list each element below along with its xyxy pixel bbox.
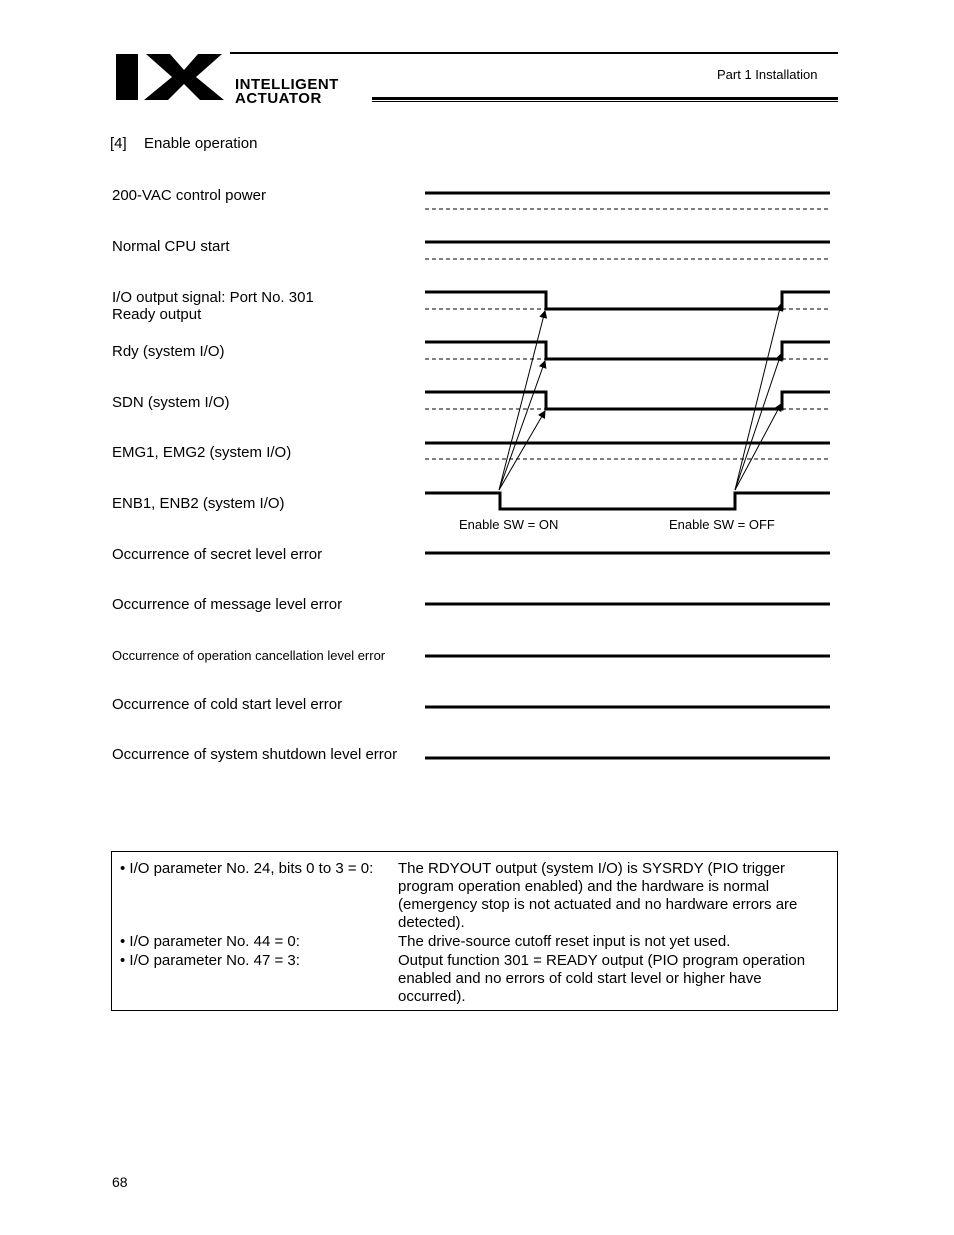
signal-label-secret-error: Occurrence of secret level error — [112, 546, 323, 563]
signal-label-ready-output: Ready output — [112, 306, 202, 323]
waveform-enb — [425, 493, 830, 509]
arrow-enb-off-to-sdn — [735, 404, 781, 490]
signal-label-cold-start-error: Occurrence of cold start level error — [112, 696, 343, 713]
signal-label-message-error: Occurrence of message level error — [112, 596, 343, 613]
waveform-sdn — [425, 392, 830, 409]
section-title: Enable operation — [144, 135, 258, 152]
signal-label-cpu-start: Normal CPU start — [112, 238, 230, 255]
annotation-enable-off: Enable SW = OFF — [669, 517, 775, 532]
logo-text-line1: INTELLIGENT — [235, 76, 339, 93]
arrow-enb-on-to-rdy — [499, 361, 545, 490]
signal-label-port-301: I/O output signal: Port No. 301 — [112, 289, 314, 306]
signal-label-shutdown-error: Occurrence of system shutdown level error — [112, 746, 398, 763]
parameter-key: • I/O parameter No. 24, bits 0 to 3 = 0: — [120, 860, 374, 877]
arrow-enb-off-to-rdy — [735, 354, 781, 490]
waveform-port-301 — [425, 292, 830, 309]
page-number: 68 — [112, 1174, 128, 1190]
annotation-enable-on: Enable SW = ON — [459, 517, 559, 532]
header-section: Part 1 Installation — [717, 67, 818, 82]
signal-label-enb: ENB1, ENB2 (system I/O) — [112, 495, 285, 512]
signal-label-cancellation-error: Occurrence of operation cancellation level error — [112, 648, 386, 663]
parameter-key: • I/O parameter No. 44 = 0: — [120, 933, 300, 950]
arrow-enb-on-to-sdn — [499, 411, 545, 490]
parameter-key: • I/O parameter No. 47 = 3: — [120, 952, 300, 969]
parameter-value: Output function 301 = READY output (PIO program operation enabled and no errors of cold start level or higher have occurred). — [398, 952, 806, 1005]
signal-label-emg: EMG1, EMG2 (system I/O) — [112, 444, 292, 461]
arrow-enb-on-to-port — [499, 311, 545, 490]
logo-text-line2: ACTUATOR — [235, 90, 322, 107]
signal-label-control-power: 200-VAC control power — [112, 187, 266, 204]
parameter-value: The RDYOUT output (system I/O) is SYSRDY (PIO trigger program operation enabled) and the hardware is normal (emergency stop is not actuated and no hardware errors are detected). — [398, 860, 798, 931]
arrow-enb-off-to-port — [735, 304, 781, 490]
signal-label-sdn: SDN (system I/O) — [112, 394, 230, 411]
parameter-value: The drive-source cutoff reset input is not yet used. — [398, 933, 731, 950]
section-number: [4] — [110, 135, 127, 152]
signal-label-rdy: Rdy (system I/O) — [112, 343, 225, 360]
parameter-box — [111, 851, 838, 1011]
